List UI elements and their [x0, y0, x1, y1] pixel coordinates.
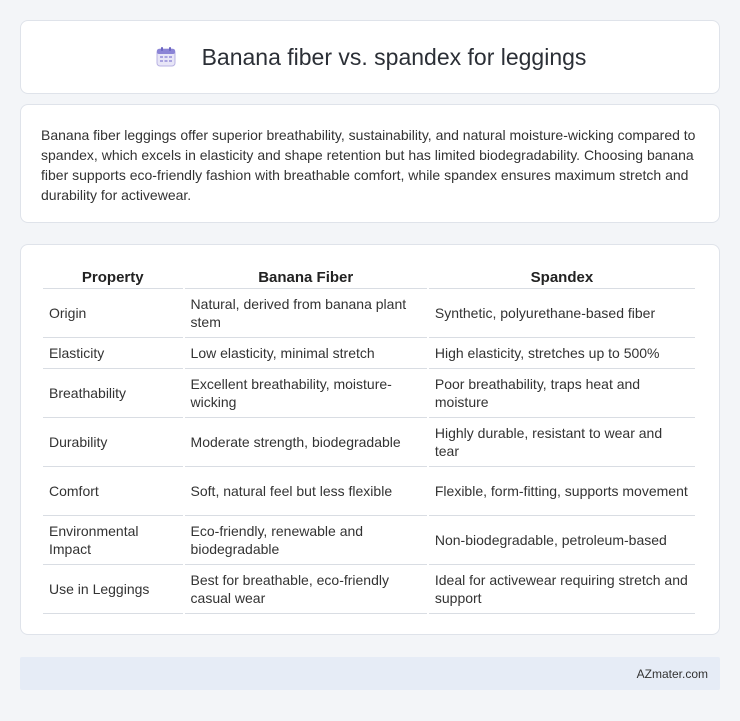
property-cell: Breathability: [43, 369, 183, 418]
table-row: [43, 369, 695, 418]
spandex-cell: Non-biodegradable, petroleum-based: [429, 516, 695, 565]
spandex-cell: Synthetic, polyurethane-based fiber: [429, 289, 695, 338]
spandex-cell: Highly durable, resistant to wear and tear: [429, 418, 695, 467]
footer-brand: AZmater.com: [636, 666, 708, 681]
spandex-cell: Ideal for activewear requiring stretch and support: [429, 565, 695, 614]
spandex-cell: Flexible, form-fitting, supports movement: [429, 467, 695, 516]
banana-fiber-cell: Natural, derived from banana plant stem: [185, 289, 427, 338]
comparison-table: [41, 265, 697, 614]
banana-fiber-cell: Moderate strength, biodegradable: [185, 418, 427, 467]
banana-fiber-cell: Soft, natural feel but less flexible: [185, 467, 427, 516]
property-cell: Elasticity: [43, 338, 183, 369]
column-header-spandex: Spandex: [429, 265, 695, 289]
title-card: [20, 20, 720, 94]
spandex-cell: High elasticity, stretches up to 500%: [429, 338, 695, 369]
property-cell: Durability: [43, 418, 183, 467]
table-row: [43, 338, 695, 369]
table-row: [43, 565, 695, 614]
column-header-banana-fiber: Banana Fiber: [185, 265, 427, 289]
property-cell: Use in Leggings: [43, 565, 183, 614]
column-header-property: Property: [43, 265, 183, 289]
table-header-row: [43, 265, 695, 289]
banana-fiber-cell: Best for breathable, eco-friendly casual wear: [185, 565, 427, 614]
summary-text: Banana fiber leggings offer superior breathability, sustainability, and natural moisture-wicking compared to spandex, which excels in elasticity and shape retention but has limited biodegradability. Choosing banana fiber supports eco-friendly fashion with breathable comfort, while spandex ensures maximum stretch and durability for activewear.: [41, 127, 696, 203]
banana-fiber-cell: Excellent breathability, moisture-wicking: [185, 369, 427, 418]
spandex-cell: Poor breathability, traps heat and moisture: [429, 369, 695, 418]
calendar-icon: [154, 45, 178, 69]
table-row: [43, 289, 695, 338]
property-cell: Origin: [43, 289, 183, 338]
table-row: [43, 516, 695, 565]
summary-card: [20, 104, 720, 223]
table-row: [43, 418, 695, 467]
page-title: Banana fiber vs. spandex for leggings: [201, 43, 587, 70]
comparison-card: [20, 244, 720, 635]
banana-fiber-cell: Eco-friendly, renewable and biodegradable: [185, 516, 427, 565]
table-row: [43, 467, 695, 516]
property-cell: Comfort: [43, 467, 183, 516]
footer-bar: [20, 657, 720, 690]
banana-fiber-cell: Low elasticity, minimal stretch: [185, 338, 427, 369]
property-cell: Environmental Impact: [43, 516, 183, 565]
